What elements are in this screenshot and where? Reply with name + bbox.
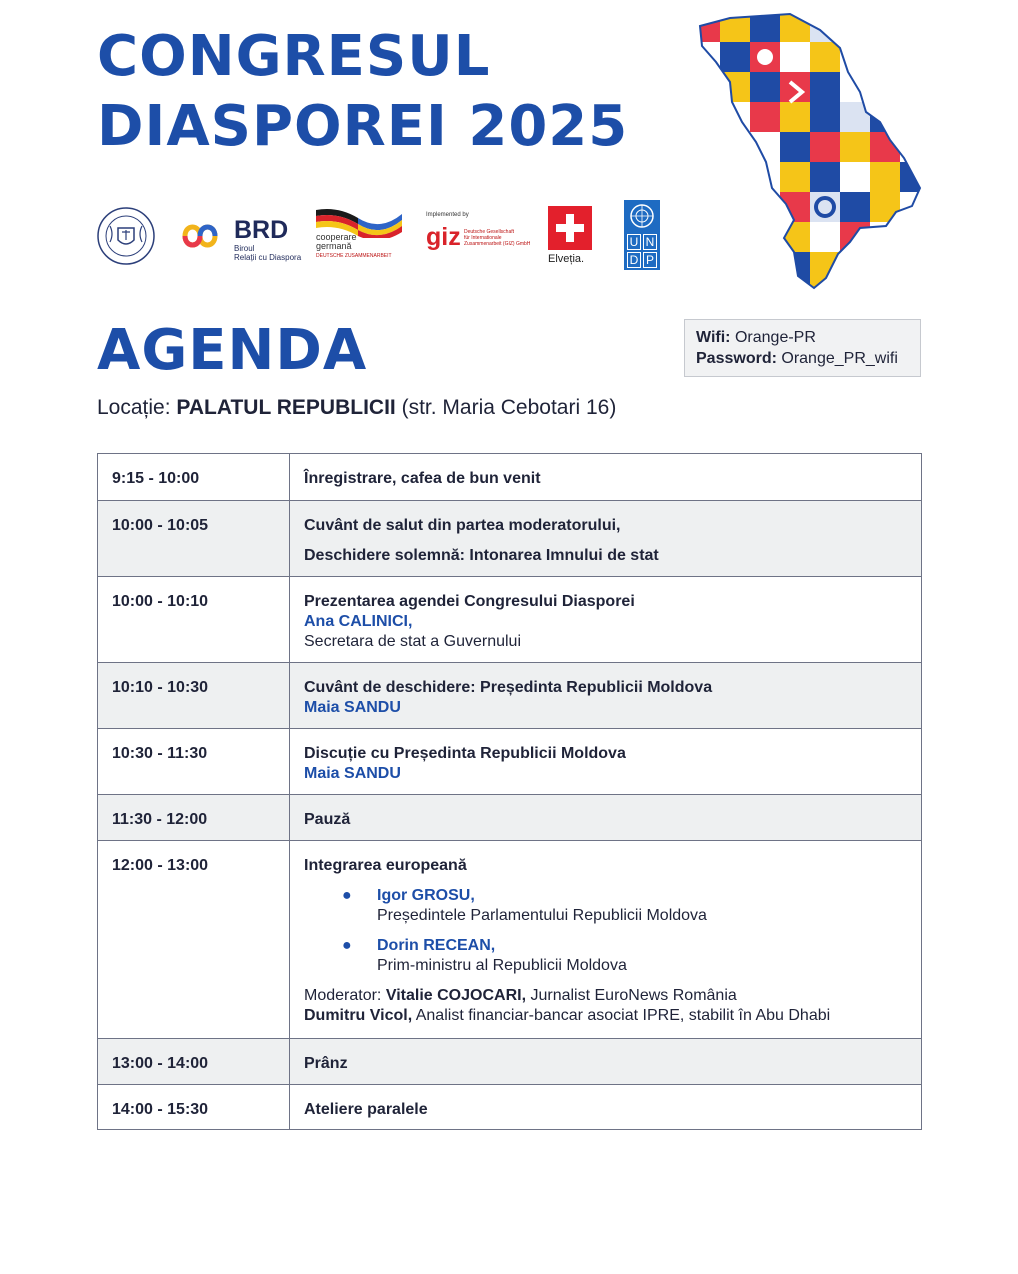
agenda-time: 10:30 - 11:30 bbox=[98, 729, 290, 794]
speaker-name: Maia SANDU bbox=[304, 699, 401, 716]
giz-sub-3: Zusammenarbeit (GIZ) GmbH bbox=[464, 241, 531, 247]
agenda-time: 10:10 - 10:30 bbox=[98, 663, 290, 728]
agenda-content bbox=[290, 795, 921, 840]
moderator-label: Moderator: bbox=[304, 987, 382, 1004]
agenda-time: 14:00 - 15:30 bbox=[98, 1085, 290, 1129]
speaker-name: Maia SANDU bbox=[304, 765, 401, 782]
giz-implemented-by: Implemented by bbox=[426, 212, 469, 218]
location-label: Locație: bbox=[97, 396, 171, 419]
agenda-title: Cuvânt de deschidere: Președinta Republicii Moldova bbox=[304, 679, 713, 696]
agenda-row bbox=[98, 662, 921, 728]
agenda-title: Prezentarea agendei Congresului Diasporei bbox=[304, 593, 635, 610]
speaker-item bbox=[304, 936, 909, 976]
undp-logo bbox=[624, 200, 660, 270]
wifi-value: Orange-PR bbox=[734, 329, 816, 346]
undp-letter-p: P bbox=[643, 252, 657, 268]
guest-line bbox=[304, 1006, 909, 1026]
brd-logo bbox=[170, 216, 300, 262]
guest-role: Analist financiar-bancar asociat IPRE, stabilit în Abu Dhabi bbox=[415, 1007, 831, 1024]
speaker-name: Igor GROSU, bbox=[377, 887, 475, 904]
government-seal-logo bbox=[96, 204, 156, 268]
agenda-table bbox=[97, 453, 922, 1130]
agenda-content bbox=[290, 841, 921, 1038]
agenda-content bbox=[290, 577, 921, 662]
agenda-row bbox=[98, 728, 921, 794]
giz-sub-2: für Internationale bbox=[464, 235, 502, 241]
agenda-row bbox=[98, 454, 921, 500]
undp-letter-u: U bbox=[627, 234, 641, 250]
swiss-label: Elveția. bbox=[548, 253, 585, 265]
password-value: Orange_PR_wifi bbox=[781, 350, 898, 367]
title-line-2: DIASPOREI 2025 bbox=[97, 94, 629, 159]
coop-line-1: cooperare bbox=[316, 232, 357, 242]
agenda-time: 10:00 - 10:10 bbox=[98, 577, 290, 662]
password-line bbox=[696, 348, 920, 369]
bullet-icon: ● bbox=[342, 887, 352, 904]
agenda-row bbox=[98, 840, 921, 1038]
agenda-time: 12:00 - 13:00 bbox=[98, 841, 290, 1038]
giz-logo bbox=[426, 212, 532, 256]
agenda-title: Cuvânt de salut din partea moderatorului, bbox=[304, 517, 621, 534]
guest-name: Dumitru Vicol, bbox=[304, 1007, 413, 1024]
location-address: (str. Maria Cebotari 16) bbox=[401, 396, 617, 419]
giz-sub-1: Deutsche Gesellschaft bbox=[464, 229, 515, 235]
speaker-name: Dorin RECEAN, bbox=[377, 937, 496, 954]
brd-subtitle-1: Biroul bbox=[234, 244, 255, 253]
agenda-title: Pauză bbox=[304, 811, 351, 828]
agenda-time: 13:00 - 14:00 bbox=[98, 1039, 290, 1084]
bullet-icon: ● bbox=[342, 937, 352, 954]
agenda-row bbox=[98, 1038, 921, 1084]
agenda-content bbox=[290, 1085, 921, 1129]
agenda-subtitle: Deschidere solemnă: Intonarea Imnului de stat bbox=[304, 547, 659, 564]
undp-letter-d: D bbox=[627, 252, 641, 268]
wifi-line bbox=[696, 327, 920, 348]
german-cooperation-logo bbox=[314, 206, 406, 264]
title-line-1: CONGRESUL bbox=[97, 24, 491, 89]
brd-name: BRD bbox=[234, 216, 289, 244]
wifi-info-box bbox=[684, 319, 921, 377]
partner-logos bbox=[96, 200, 676, 272]
speaker-role: Secretara de stat a Guvernului bbox=[304, 633, 522, 650]
password-label: Password: bbox=[696, 350, 777, 367]
agenda-row bbox=[98, 794, 921, 840]
wifi-label: Wifi: bbox=[696, 329, 731, 346]
coop-line-2: germană bbox=[316, 241, 352, 251]
giz-name: giz bbox=[426, 223, 461, 251]
swiss-flag-icon bbox=[548, 206, 592, 250]
un-emblem-icon bbox=[624, 200, 660, 232]
moderator-line bbox=[304, 986, 909, 1006]
agenda-title: Ateliere paralele bbox=[304, 1101, 428, 1118]
agenda-time: 11:30 - 12:00 bbox=[98, 795, 290, 840]
infinity-icon bbox=[170, 218, 230, 254]
page-title bbox=[97, 22, 697, 162]
moderator-name: Vitalie COJOCARI, bbox=[385, 987, 527, 1004]
agenda-title: Discuție cu Președinta Republicii Moldova bbox=[304, 745, 626, 762]
swiss-logo bbox=[548, 206, 598, 268]
speaker-role: Președintele Parlamentului Republicii Moldova bbox=[377, 907, 707, 924]
agenda-time: 10:00 - 10:05 bbox=[98, 501, 290, 576]
location-line bbox=[97, 394, 616, 422]
location-venue: PALATUL REPUBLICII bbox=[176, 396, 396, 419]
agenda-content bbox=[290, 454, 921, 500]
agenda-row bbox=[98, 576, 921, 662]
agenda-row bbox=[98, 500, 921, 576]
agenda-title: Integrarea europeană bbox=[304, 857, 467, 874]
coop-line-3: DEUTSCHE ZUSAMMENARBEIT bbox=[316, 253, 392, 259]
agenda-content bbox=[290, 729, 921, 794]
agenda-heading: AGENDA bbox=[97, 318, 368, 383]
moderator-role: Jurnalist EuroNews România bbox=[530, 987, 737, 1004]
agenda-title: Înregistrare, cafea de bun venit bbox=[304, 470, 541, 487]
speaker-name: Ana CALINICI, bbox=[304, 613, 413, 630]
undp-letter-n: N bbox=[643, 234, 657, 250]
speaker-item bbox=[304, 886, 909, 926]
agenda-title: Prânz bbox=[304, 1055, 348, 1072]
agenda-content bbox=[290, 1039, 921, 1084]
brd-subtitle-2: Relații cu Diaspora bbox=[234, 253, 302, 262]
agenda-row bbox=[98, 1084, 921, 1129]
agenda-content bbox=[290, 501, 921, 576]
agenda-time: 9:15 - 10:00 bbox=[98, 454, 290, 500]
speaker-role: Prim-ministru al Republicii Moldova bbox=[377, 957, 627, 974]
agenda-content bbox=[290, 663, 921, 728]
moldova-mosaic-map bbox=[690, 12, 930, 292]
